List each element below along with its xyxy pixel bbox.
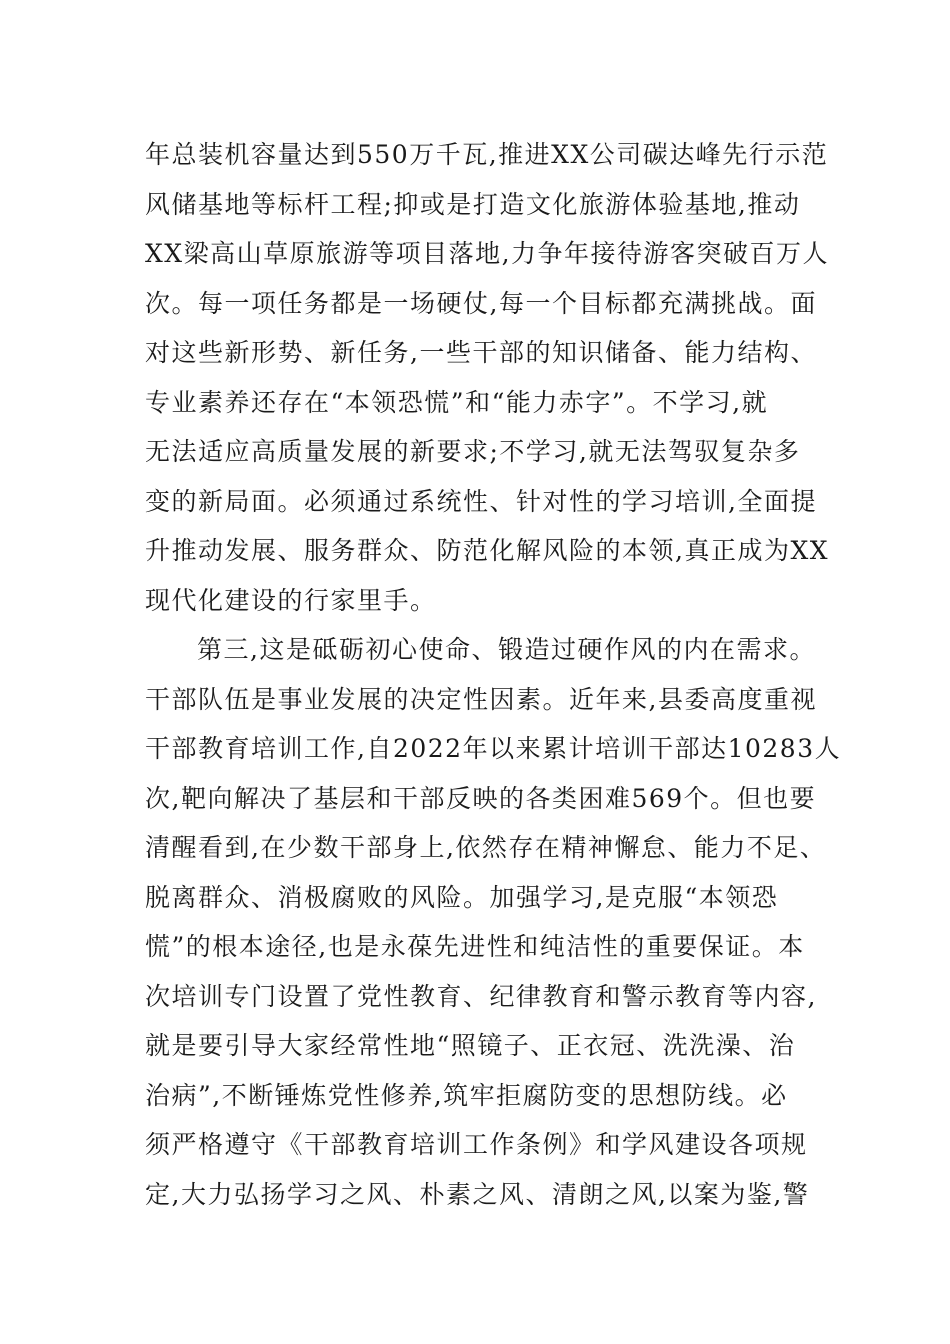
text-line: 干部队伍是事业发展的决定性因素。近年来,县委高度重视 [145,684,817,714]
text-line: 须严格遵守《干部教育培训工作条例》和学风建设各项规 [145,1130,808,1159]
text-line: 慌”的根本途径,也是永葆先进性和纯洁性的重要保证。本 [145,932,805,961]
text-line: 升推动发展、服务群众、防范化解风险的本领,真正成为XX [145,536,830,565]
text-line: 变的新局面。必须通过系统性、针对性的学习培训,全面提 [145,486,817,516]
text-line: 无法适应高质量发展的新要求;不学习,就无法驾驭复杂多 [145,437,801,466]
text-line: 对这些新形势、新任务,一些干部的知识储备、能力结构、 [145,338,817,367]
paragraph-start-line: 第三,这是砥砺初心使命、锻造过硬作风的内在需求。 [197,635,816,664]
body-text [145,130,842,1219]
text-line: 干部教育培训工作,自2022年以来累计培训干部达10283人 [145,734,842,763]
text-line: 次培训专门设置了党性教育、纪律教育和警示教育等内容, [145,981,817,1011]
text-line: 次,靶向解决了基层和干部反映的各类困难569个。但也要 [145,783,817,813]
text-line: 治病”,不断锤炼党性修养,筑牢拒腐防变的思想防线。必 [145,1080,788,1110]
text-line: 脱离群众、消极腐败的风险。加强学习,是克服“本领恐 [145,882,779,912]
text-line: 风储基地等标杆工程;抑或是打造文化旅游体验基地,推动 [145,189,801,219]
text-line: 就是要引导大家经常性地“照镜子、正衣冠、洗洗澡、治 [145,1031,796,1060]
text-line: XX梁高山草原旅游等项目落地,力争年接待游客突破百万人 [145,239,830,268]
text-line: 次。每一项任务都是一场硬仗,每一个目标都充满挑战。面 [145,288,817,318]
text-line: 清醒看到,在少数干部身上,依然存在精神懈怠、能力不足、 [145,833,827,862]
text-line: 年总装机容量达到550万千瓦,推进XX公司碳达峰先行示范 [145,140,829,169]
text-line: 定,大力弘扬学习之风、朴素之风、清朗之风,以案为鉴,警 [145,1179,810,1209]
text-line: 专业素养还存在“本领恐慌”和“能力赤字”。不学习,就 [145,387,769,417]
text-line: 现代化建设的行家里手。 [145,585,437,615]
